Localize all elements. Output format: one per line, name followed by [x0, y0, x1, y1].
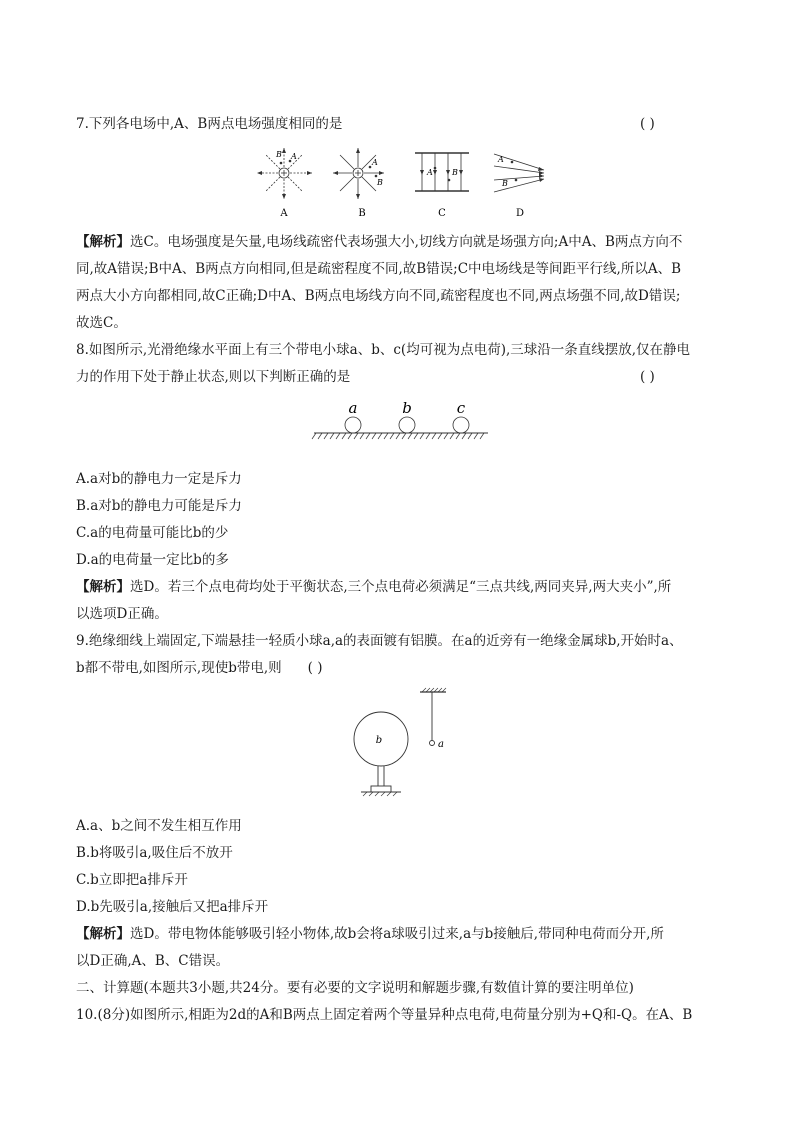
q7d-point-b-label: B — [502, 179, 508, 188]
q7-analysis-line-1: 【解析】选C。电场强度是矢量,电场线疏密代表场强大小,切线方向就是场强方向;A中A、B两点方向不 — [76, 234, 683, 250]
analysis-tag: 【解析】 — [76, 234, 130, 250]
q9-stem-line-2: b都不带电,如图所示,现使b带电,则 ( ) — [76, 660, 323, 676]
q7-figure-captions — [250, 204, 550, 220]
q8-answer-paren: ( ) — [640, 369, 655, 385]
q7-figure-panel-d — [490, 150, 550, 196]
q8-analysis-line-2: 以选项D正确。 — [76, 606, 168, 622]
ball-a-label: a — [348, 399, 358, 417]
q10-stem: 10.(8分)如图所示,相距为2d的A和B两点上固定着两个等量异种点电荷,电荷量分别为+Q和-Q。在A、B — [76, 1007, 693, 1023]
q9-option-c: C.b立即把a排斥开 — [76, 872, 188, 888]
q7c-point-a-label: A — [427, 168, 433, 177]
q8-analysis-line-1: 【解析】选D。若三个点电荷均处于平衡状态,三个点电荷必须满足“三点共线,两同夹异,两大夹小”,所 — [76, 579, 672, 595]
section-heading: 二、计算题(本题共3小题,共24分。要有必要的文字说明和解题步骤,有数值计算的要注明单位) — [76, 980, 634, 996]
analysis-tag: 【解析】 — [76, 579, 130, 595]
q7-analysis-line-2: 同,故A错误;B中A、B两点方向相同,但是疏密程度不同,故B错误;C中电场线是等间距平行线,所以A、B — [76, 261, 682, 277]
figure-label-d: D — [515, 208, 525, 219]
q7-answer-paren: ( ) — [640, 116, 655, 132]
q9-stem-line-1: 9.绝缘细线上端固定,下端悬挂一轻质小球a,a的表面镀有铝膜。在a的近旁有一绝缘金属球b,开始时a、 — [76, 633, 683, 649]
q9-analysis-line-1: 【解析】选D。带电物体能够吸引轻小物体,故b会将a球吸引过来,a与b接触后,带同种电荷而分开,所 — [76, 926, 664, 942]
q8-option-b: B.a对b的静电力可能是斥力 — [76, 498, 242, 514]
q7-figure-panel-a — [252, 145, 316, 203]
q9-analysis-line-2: 以D正确,A、B、C错误。 — [76, 953, 230, 969]
q9-option-b: B.b将吸引a,吸住后不放开 — [76, 845, 233, 861]
q9-option-d: D.b先吸引a,接触后又把a排斥开 — [76, 899, 269, 915]
q8-option-c: C.a的电荷量可能比b的少 — [76, 525, 229, 541]
q9-figure — [350, 688, 460, 800]
q7-analysis-line-4: 故选C。 — [76, 315, 127, 331]
figure-label-b: B — [358, 208, 366, 219]
q7-stem: 7.下列各电场中,A、B两点电场强度相同的是 — [76, 116, 343, 132]
q7a-point-b-label: B — [276, 150, 282, 159]
analysis-tag: 【解析】 — [76, 926, 130, 942]
q8-figure — [312, 395, 492, 445]
sphere-b-label: b — [375, 735, 383, 746]
q7c-point-b-label: B — [452, 168, 458, 177]
figure-label-c: C — [438, 208, 446, 219]
q7b-point-a-label: A — [372, 158, 378, 167]
q7-analysis-line-3: 两点大小方向都相同,故C正确;D中A、B两点电场线方向不同,疏密程度也不同,两点场强不同,故D错误; — [76, 288, 681, 304]
q7d-point-a-label: A — [498, 155, 504, 164]
ball-b-label: b — [402, 399, 412, 417]
q8-stem-line-2: 力的作用下处于静止状态,则以下判断正确的是 — [76, 369, 351, 385]
pendulum-a-label: a — [438, 739, 444, 750]
q7-figure-panel-c — [412, 149, 472, 197]
q7a-point-a-label: A — [291, 152, 297, 161]
q8-option-a: A.a对b的静电力一定是斥力 — [76, 471, 242, 487]
q8-option-d: D.a的电荷量一定比b的多 — [76, 552, 229, 568]
q9-answer-paren: ( ) — [307, 660, 323, 676]
ball-c-label: c — [456, 399, 466, 417]
q9-option-a: A.a、b之间不发生相互作用 — [76, 818, 242, 834]
q7b-point-b-label: B — [377, 178, 383, 187]
q8-stem-line-1: 8.如图所示,光滑绝缘水平面上有三个带电小球a、b、c(均可视为点电荷),三球沿一条直线摆放,仅在静电 — [76, 342, 691, 358]
q7-figure-panel-b — [330, 145, 394, 203]
figure-label-a: A — [280, 208, 288, 219]
